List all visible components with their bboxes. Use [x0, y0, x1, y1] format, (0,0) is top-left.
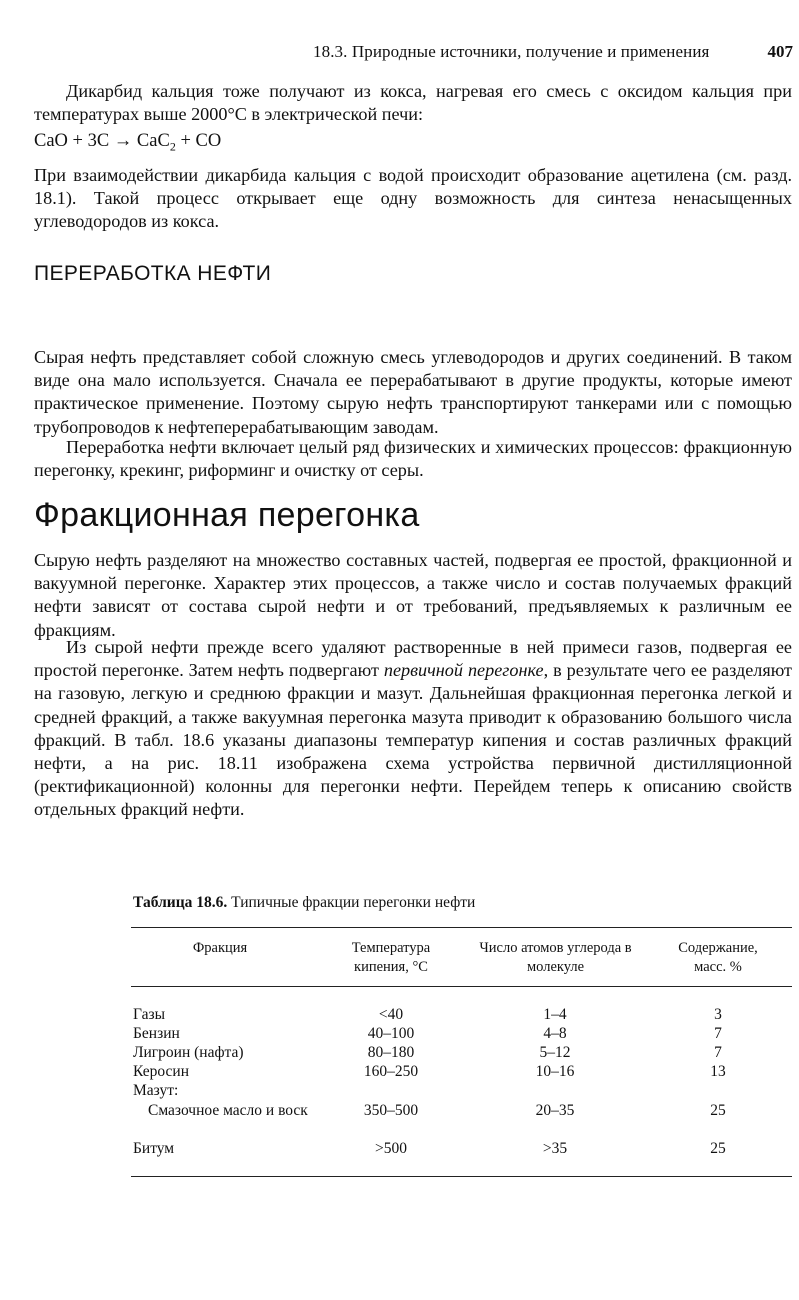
paragraph-primary-distillation [34, 636, 792, 822]
table-cell-fraction: Керосин [133, 1063, 189, 1080]
section-heading: ПЕРЕРАБОТКА НЕФТИ [34, 262, 272, 285]
table-cell-fraction: Мазут: [133, 1082, 179, 1099]
paragraph-calcium-carbide: Дикарбид кальция тоже получают из кокса, нагревая его смесь с оксидом кальция при температурах выше 2000°С в электрической печи: [34, 81, 792, 125]
table-header-temperature: Температура кипения, °С [351, 940, 431, 975]
table-cell-content: 13 [710, 1063, 726, 1080]
equation-right: + CO [175, 131, 222, 151]
table-header-content: Содержание, масс. % [678, 940, 758, 975]
equation-subscript: 2 [169, 139, 176, 154]
running-header: 18.3. Природные источники, получение и применения [313, 42, 710, 61]
table-cell-temperature: >500 [375, 1140, 407, 1157]
chemical-equation [34, 131, 221, 155]
table-cell-content: 7 [714, 1025, 722, 1042]
paragraph-processing: Переработка нефти включает целый ряд физических и химических процессов: фракционную перегонку, крекинг, риформинг и очистку от серы. [34, 437, 792, 481]
paragraph-acetylene: При взаимодействии дикарбида кальция с водой происходит образование ацетилена (см. разд. 18.1). Такой процесс открывает еще одну возможность для синтеза ненасыщенных углеводородов из кокса. [34, 165, 792, 232]
p6-text-b: , в результате чего ее разделяют на газовую, легкую и среднюю фракции и мазут. Дальнейшая фракционная перегонка легкой и средней фракций, а также вакуумная перегонка мазута приводит к образованию большого числа фракций. В табл. 18.6 указаны диапазоны температур кипения и состав различных фракций нефти, а на рис. 18.11 изображена схема устройства первичной дистилляционной (ректификационной) колонны для перегонки нефти. Перейдем теперь к описанию свойств отдельных фракций нефти. [34, 660, 793, 820]
p6-text-a: Из сырой нефти прежде всего удаляют растворенные в ней примеси газов, подвергая ее простой перегонке. Затем нефть подвергают [34, 637, 792, 681]
paragraph-distillation: Сырую нефть разделяют на множество составных частей, подвергая ее простой, фракционной и вакуумной перегонке. Характер этих процессов, а также число и состав получаемых фракций нефти зависят от состава сырой нефти и от требований, предъявляемых к различным ее фракциям. [34, 550, 792, 640]
page-number: 407 [767, 42, 793, 61]
table-top-rule [131, 927, 792, 928]
table-cell-content: 7 [714, 1044, 722, 1061]
table-cell-content: 25 [710, 1102, 726, 1119]
table-cell-temperature: 80–180 [367, 1044, 415, 1061]
table-header-fraction: Фракция [192, 940, 248, 956]
table-header-carbon-atoms: Число атомов углерода в молекуле [479, 940, 632, 975]
paragraph-crude-oil: Сырая нефть представляет собой сложную смесь углеводородов и других соединений. В таком виде она мало используется. Сначала ее перерабатывают в другие продукты, которые имеют практическое применение. Поэтому сырую нефть транспортируют танкерами или с помощью трубопроводов к нефтеперерабатывающим заводам. [34, 347, 792, 437]
table-cell-fraction: Битум [133, 1140, 175, 1157]
table-cell-carbon: >35 [542, 1140, 568, 1157]
table-cell-fraction: Бензин [133, 1025, 180, 1042]
table-caption-label: Таблица 18.6. [133, 894, 228, 911]
table-cell-temperature: 160–250 [363, 1063, 419, 1080]
table-cell-carbon: 1–4 [543, 1006, 567, 1023]
subsection-heading: Фракционная перегонка [34, 496, 420, 534]
table-cell-carbon: 5–12 [539, 1044, 571, 1061]
table-caption-text: Типичные фракции перегонки нефти [231, 894, 476, 911]
table-cell-carbon: 20–35 [535, 1102, 575, 1119]
table-cell-fraction: Смазочное масло и воск [148, 1102, 308, 1119]
table-cell-temperature: 40–100 [367, 1025, 415, 1042]
table-cell-content: 25 [710, 1140, 726, 1157]
table-cell-carbon: 10–16 [535, 1063, 575, 1080]
equation-left: CaO + 3C → CaC [34, 131, 170, 151]
table-cell-fraction: Газы [133, 1006, 165, 1023]
table-cell-content: 3 [714, 1006, 722, 1023]
table-bottom-rule [131, 1176, 792, 1177]
table-cell-temperature: <40 [378, 1006, 404, 1023]
table-header-rule [131, 986, 792, 987]
table-cell-carbon: 4–8 [543, 1025, 567, 1042]
table-cell-temperature: 350–500 [363, 1102, 419, 1119]
table-caption [133, 894, 475, 912]
table-cell-fraction: Лигроин (нафта) [133, 1044, 244, 1061]
p6-emphasis: первичной перегонке [383, 660, 544, 681]
